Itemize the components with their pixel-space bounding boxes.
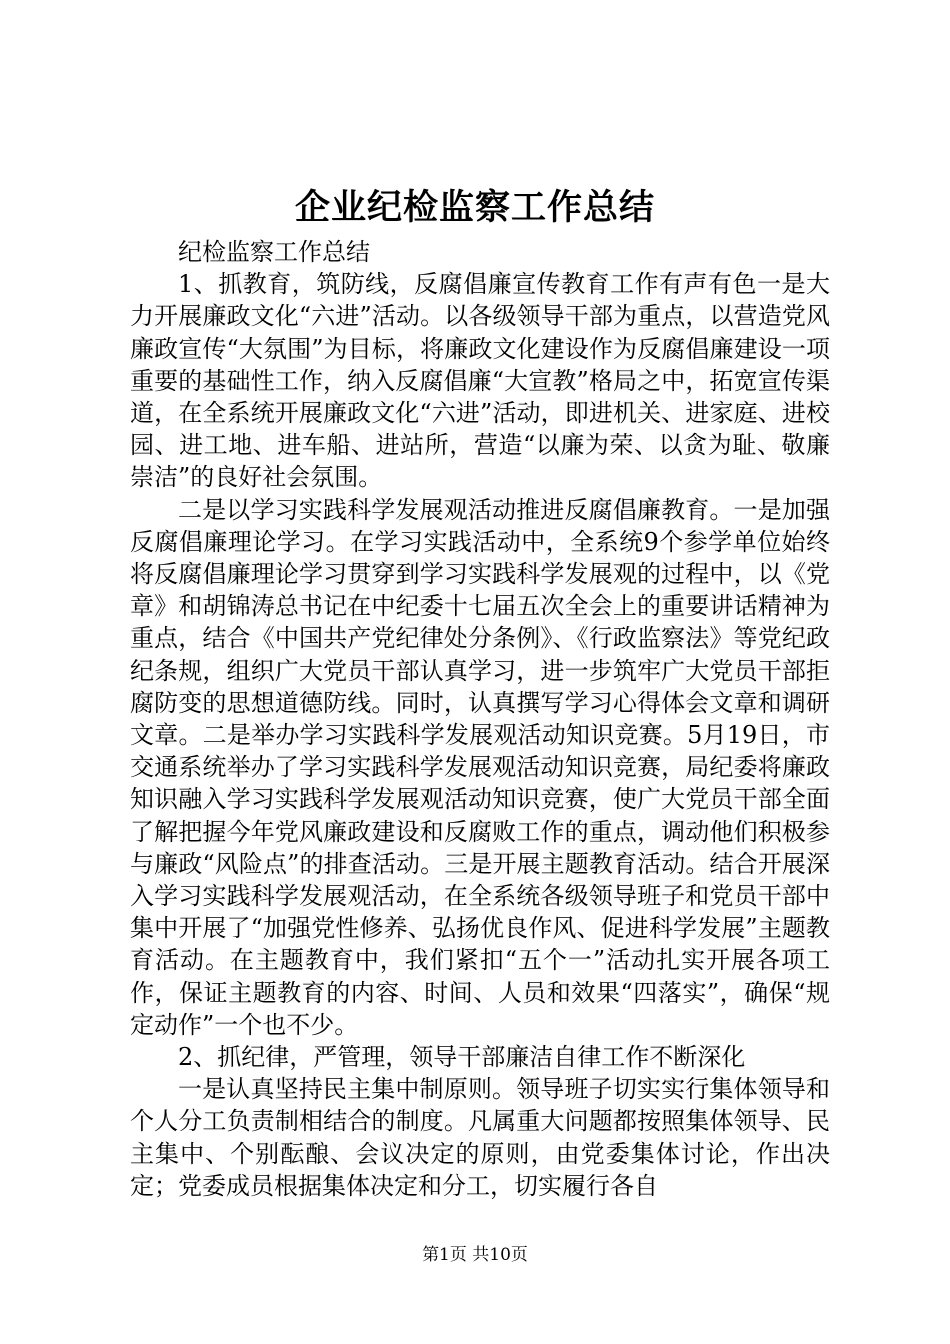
body-paragraph: 2、抓纪律，严管理，领导干部廉洁自律工作不断深化 — [178, 1043, 746, 1072]
body-paragraph: 二是以学习实践科学发展观活动推进反腐倡廉教育。一是加强反腐倡廉理论学习。在学习实践活动中，全系统9个参学单位始终将反腐倡廉理论学习贯穿到学习实践科学发展观的过程中，以《党章》和胡锦涛总书记在中纪委十七届五次全会上的重要讲话精神为重点，结合《中国共产党纪律处分条例》、《行政监察法》等党纪政纪条规，组织广大党员干部认真学习，进一步筑牢广大党员干部拒腐防变的思想道德防线。同时，认真撰写学习心得体会文章和调研文章。二是举办学习实践科学发展观活动知识竞赛。5月19日，市交通系统举办了学习实践科学发展观活动知识竞赛，局纪委将廉政知识融入学习实践科学发展观活动知识竞赛，使广大党员干部全面了解把握今年党风廉政建设和反腐败工作的重点，调动他们积极参与廉政“风险点”的排查活动。三是开展主题教育活动。结合开展深入学习实践科学发展观活动，在全系统各级领导班子和党员干部中集中开展了“加强党性修养、弘扬优良作风、促进科学发展”主题教育活动。在主题教育中，我们紧扣“五个一”活动扎实开展各项工作，保证主题教育的内容、时间、人员和效果“四落实”，确保“规定动作”一个也不少。 — [130, 495, 830, 1039]
body-paragraph: 纪检监察工作总结 — [178, 238, 370, 266]
document-title: 企业纪检监察工作总结 — [294, 187, 655, 228]
page-number-footer: 第1页 共10页 — [422, 1245, 528, 1265]
document-body — [130, 236, 830, 1202]
body-paragraph: 一是认真坚持民主集中制原则。领导班子切实实行集体领导和个人分工负责制相结合的制度。凡属重大问题都按照集体领导、民主集中、个别酝酿、会议决定的原则，由党委集体讨论，作出决定；党委成员根据集体决定和分工，切实履行各自 — [130, 1075, 830, 1200]
body-paragraph: 1、抓教育，筑防线，反腐倡廉宣传教育工作有声有色一是大力开展廉政文化“六进”活动。以各级领导干部为重点，以营造党风廉政宣传“大氛围”为目标，将廉政文化建设作为反腐倡廉建设一项重要的基础性工作，纳入反腐倡廉“大宣教”格局之中，拓宽宣传渠道，在全系统开展廉政文化“六进”活动，即进机关、进家庭、进校园、进工地、进车船、进站所，营造“以廉为荣、以贪为耻、敬廉崇洁”的良好社会氛围。 — [130, 270, 830, 492]
